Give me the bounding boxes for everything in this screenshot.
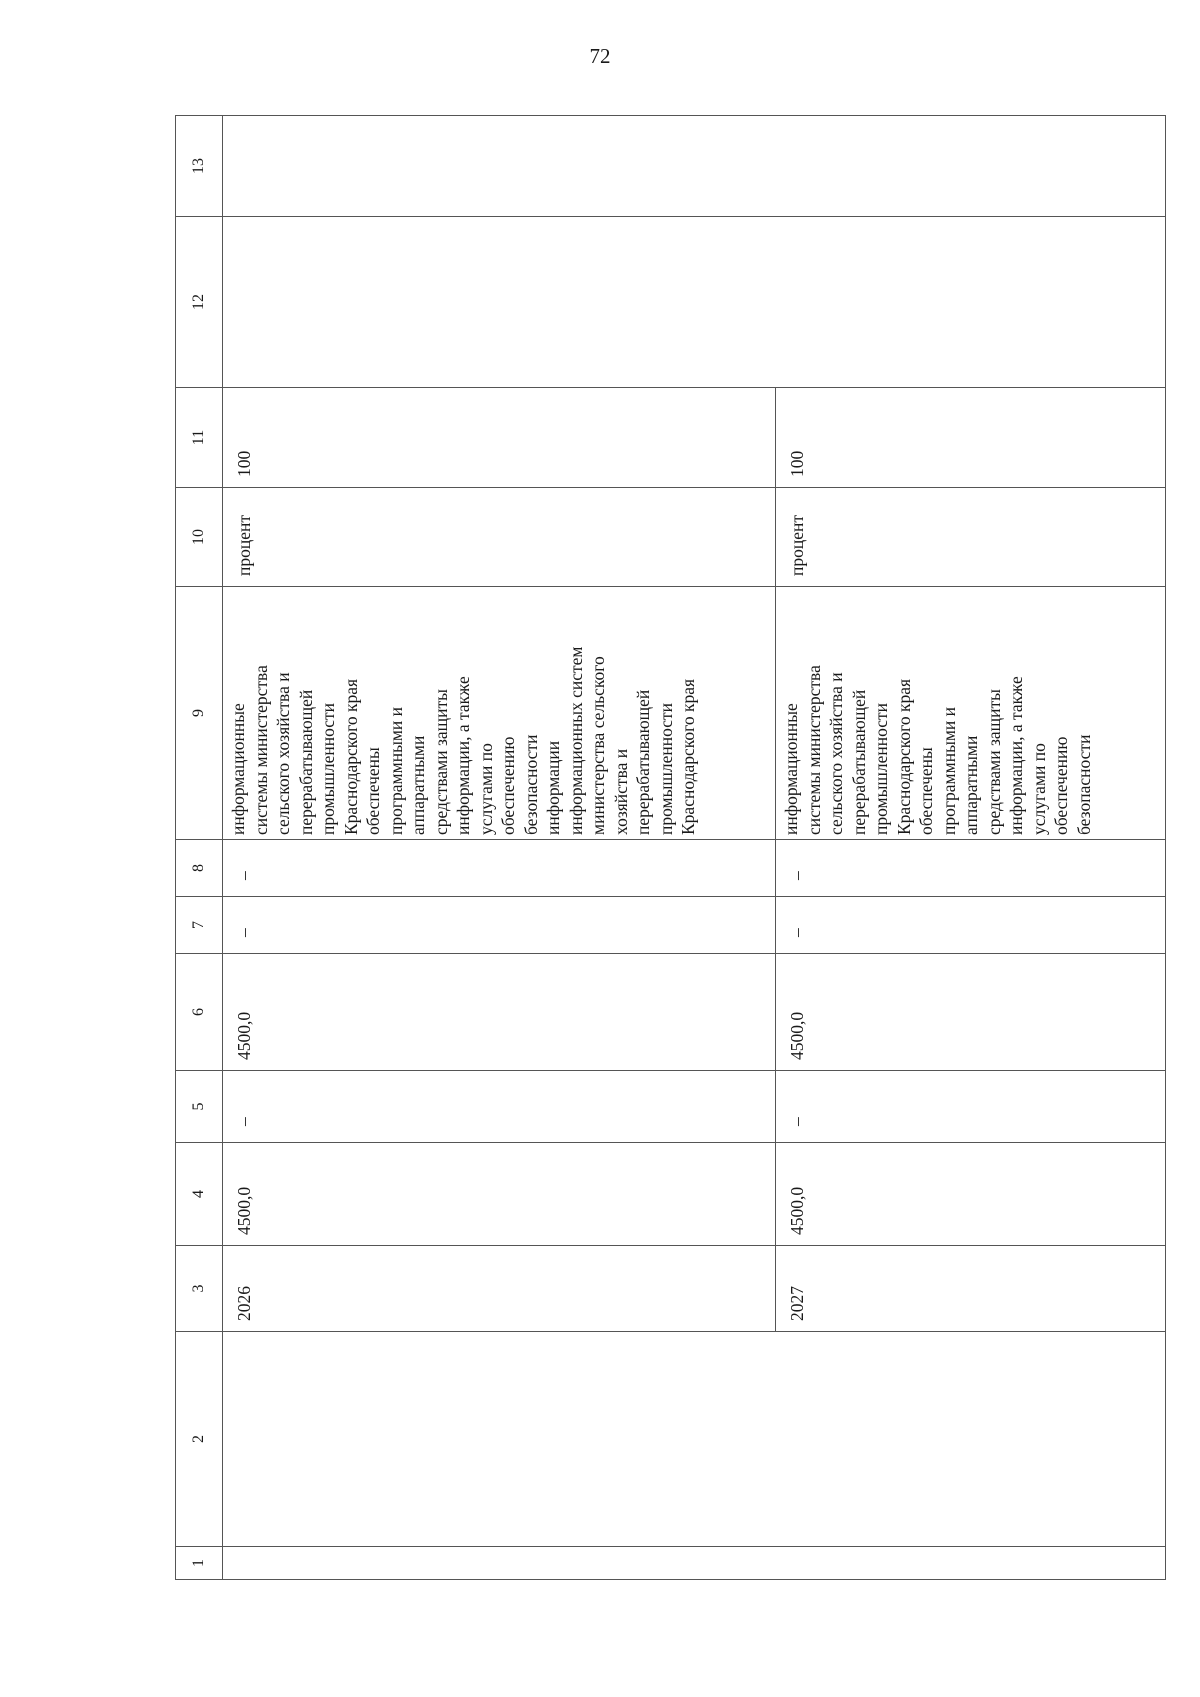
column-number: 2 <box>176 1332 223 1547</box>
column-number: 4 <box>176 1143 223 1246</box>
column-number: 8 <box>176 840 223 897</box>
rotated-table-container <box>175 116 1164 1580</box>
column-number: 9 <box>176 587 223 840</box>
dash-cell: – <box>776 897 1166 954</box>
column-number: 11 <box>176 388 223 488</box>
column-number: 13 <box>176 116 223 217</box>
column-number: 1 <box>176 1547 223 1580</box>
dash-cell: – <box>776 840 1166 897</box>
indicator-description-cell: информационные системы министерства сельского хозяйства и перерабатывающей промышленности Краснодарского края обеспечены программными и аппаратными средствами защиты информации, а также услугами по обеспечению безопасности <box>776 587 1166 840</box>
column-13-cell <box>223 116 1166 217</box>
column-number: 7 <box>176 897 223 954</box>
column-number: 5 <box>176 1071 223 1143</box>
value-cell: 100 <box>223 388 776 488</box>
dash-cell: – <box>223 897 776 954</box>
dash-cell: – <box>776 1071 1166 1143</box>
dash-cell: – <box>223 1071 776 1143</box>
table-row <box>223 116 776 1580</box>
column-number: 3 <box>176 1246 223 1332</box>
page-number: 72 <box>589 44 611 68</box>
unit-cell: процент <box>223 488 776 587</box>
column-12-cell <box>223 217 1166 388</box>
unit-cell: процент <box>776 488 1166 587</box>
column-number-row <box>176 116 223 1580</box>
data-table <box>175 115 1166 1580</box>
value-cell: 100 <box>776 388 1166 488</box>
year-cell: 2026 <box>223 1246 776 1332</box>
amount-cell: 4500,0 <box>776 954 1166 1071</box>
column-2-cell <box>223 1332 1166 1547</box>
indicator-description-cell: информационные системы министерства сельского хозяйства и перерабатывающей промышленности Краснодарского края обеспечены программными и аппаратными средствами защиты информации, а также услугами по обеспечению безопасности информации информационных систем министерства сельского хозяйства и перерабатывающей промышленности Краснодарского края <box>223 587 776 840</box>
column-1-cell <box>223 1547 1166 1580</box>
year-cell: 2027 <box>776 1246 1166 1332</box>
column-number: 6 <box>176 954 223 1071</box>
amount-cell: 4500,0 <box>776 1143 1166 1246</box>
amount-cell: 4500,0 <box>223 954 776 1071</box>
column-number: 10 <box>176 488 223 587</box>
column-number: 12 <box>176 217 223 388</box>
amount-cell: 4500,0 <box>223 1143 776 1246</box>
dash-cell: – <box>223 840 776 897</box>
